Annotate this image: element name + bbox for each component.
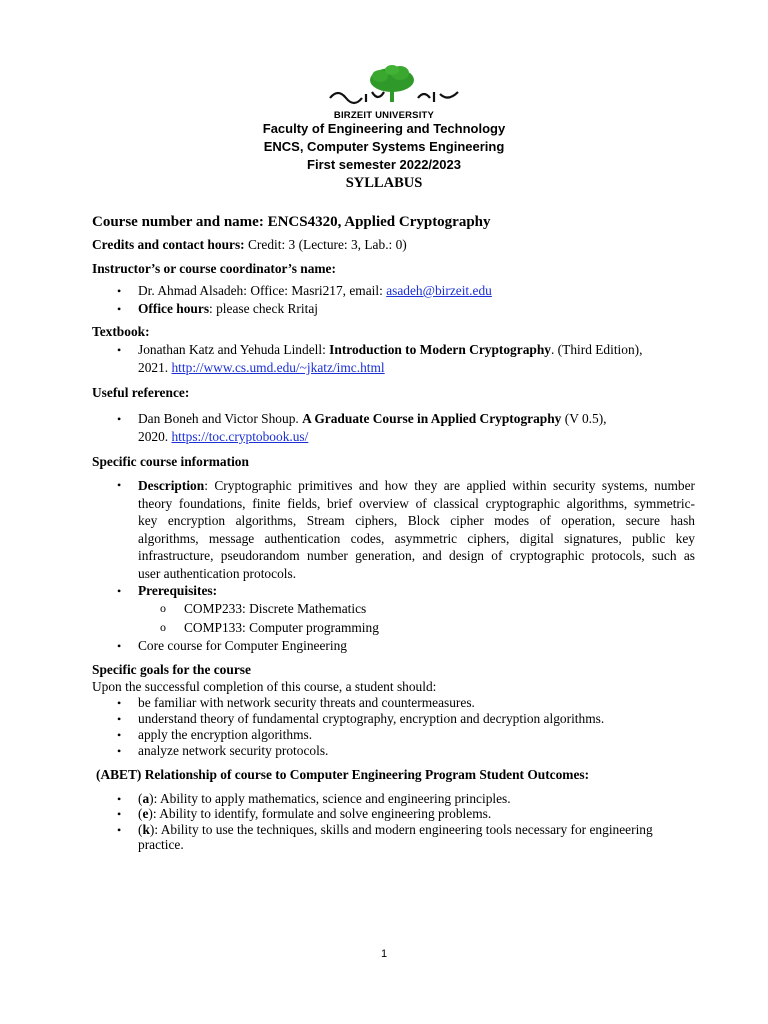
bullet-icon: • — [117, 284, 122, 298]
textbook-line-1 — [138, 342, 642, 358]
page-number: 1 — [380, 948, 388, 960]
abet-outcome — [138, 806, 491, 822]
reference-title: A Graduate Course in Applied Cryptography — [302, 411, 562, 426]
bullet-icon: • — [117, 412, 122, 426]
office-hours-value: : please check Rritaj — [209, 301, 318, 316]
prerequisites-heading: Prerequisites: — [138, 583, 218, 598]
bullet-icon: • — [117, 478, 122, 492]
textbook-title: Introduction to Modern Cryptography — [329, 342, 551, 357]
reference-line-1 — [138, 411, 607, 427]
abet-outcome — [138, 822, 653, 838]
prerequisite-item: COMP233: Discrete Mathematics — [184, 601, 367, 616]
outcome-text: ): Ability to use the techniques, skills and modern engineering tools necessary for engineering — [149, 822, 653, 837]
instructor-email-link[interactable]: asadeh@birzeit.edu — [386, 283, 492, 298]
credits-label: Credits and contact hours: — [92, 237, 245, 252]
abet-heading: (ABET) Relationship of course to Computer Engineering Program Student Outcomes: — [96, 767, 590, 782]
university-name: BIRZEIT UNIVERSITY — [333, 110, 435, 121]
instructor-text: Dr. Ahmad Alsadeh: Office: Masri217, email: — [138, 283, 387, 298]
outcome-text: ): Ability to apply mathematics, science and engineering principles. — [149, 791, 511, 806]
prerequisite-item: COMP133: Computer programming — [184, 620, 379, 635]
bullet-icon: • — [117, 712, 122, 726]
goal-item: be familiar with network security threats and countermeasures. — [138, 695, 475, 710]
reference-authors: Dan Boneh and Victor Shoup. — [138, 411, 303, 426]
reference-version: (V 0.5), — [561, 411, 607, 426]
bullet-icon: • — [117, 584, 122, 598]
reference-line-2 — [138, 429, 308, 445]
office-hours-line — [138, 301, 318, 317]
prerequisites-label — [138, 583, 217, 599]
description-line: algorithms, message authentication codes, asymmetric ciphers, digital signatures, public key — [138, 530, 695, 546]
bullet-icon: • — [117, 696, 122, 710]
circle-bullet-icon: o — [160, 620, 166, 634]
reference-year: 2020. — [138, 429, 172, 444]
textbook-year: 2021. — [138, 360, 172, 375]
outcome-letter: e — [142, 806, 149, 821]
outcome-text: ): Ability to identify, formulate and solve engineering problems. — [148, 806, 492, 821]
faculty-name: Faculty of Engineering and Technology — [262, 121, 506, 136]
goal-item: understand theory of fundamental cryptography, encryption and decryption algorithms. — [138, 711, 605, 726]
outcome-paren: ( — [138, 822, 143, 837]
abet-outcome — [138, 791, 511, 807]
semester: First semester 2022/2023 — [307, 157, 461, 172]
credits-value: Credit: 3 (Lecture: 3, Lab.: 0) — [244, 237, 407, 252]
bullet-icon: • — [117, 728, 122, 742]
bullet-icon: • — [117, 302, 122, 316]
bullet-icon: • — [117, 343, 122, 357]
course-info-heading: Specific course information — [92, 454, 249, 469]
textbook-edition: . (Third Edition), — [550, 342, 643, 357]
bullet-icon: • — [117, 807, 122, 821]
description-line: infrastructure, pseudorandom number generation, and design of cryptographic protocols, such as — [138, 548, 695, 564]
outcome-letter: a — [142, 791, 150, 806]
credits-line — [92, 237, 407, 253]
textbook-authors: Jonathan Katz and Yehuda Lindell: — [138, 342, 330, 357]
textbook-heading: Textbook: — [92, 324, 150, 339]
reference-url-link[interactable]: https://toc.cryptobook.us/ — [171, 429, 309, 444]
goal-item: analyze network security protocols. — [138, 743, 329, 758]
instructor-heading: Instructor’s or course coordinator’s name: — [92, 261, 336, 276]
outcome-paren: ( — [138, 791, 143, 806]
textbook-line-2 — [138, 360, 385, 376]
office-hours-label: Office hours — [138, 301, 210, 316]
textbook-url-link[interactable]: http://www.cs.umd.edu/~jkatz/imc.html — [171, 360, 385, 375]
description-label: Description — [138, 478, 205, 493]
goal-item: apply the encryption algorithms. — [138, 727, 313, 742]
department-name: ENCS, Computer Systems Engineering — [263, 139, 505, 154]
bullet-icon: • — [117, 823, 122, 837]
circle-bullet-icon: o — [160, 601, 166, 615]
outcome-letter: k — [142, 822, 150, 837]
bullet-icon: • — [117, 792, 122, 806]
page-title: SYLLABUS — [345, 175, 423, 191]
goals-heading: Specific goals for the course — [92, 662, 251, 677]
description-line: : Cryptographic primitives and how they are applied within security systems, number — [204, 478, 695, 493]
description-line: key encryption algorithms, Stream ciphers, Block cipher modes of operation, secure hash — [138, 513, 695, 529]
bullet-icon: • — [117, 744, 122, 758]
description-line: theory foundations, finite fields, brief overview of classical cryptographic algorithms, symmetric- — [138, 495, 695, 511]
reference-heading: Useful reference: — [92, 385, 190, 400]
goals-intro: Upon the successful completion of this course, a student should: — [92, 679, 437, 694]
description-line: user authentication protocols. — [138, 565, 297, 581]
bullet-icon: • — [117, 639, 122, 653]
instructor-line — [138, 283, 492, 299]
course-title: Course number and name: ENCS4320, Applied Cryptography — [92, 214, 491, 230]
abet-outcome-continuation: practice. — [138, 837, 184, 852]
outcome-paren: ( — [138, 806, 143, 821]
description-block — [138, 477, 695, 583]
core-course-item: Core course for Computer Engineering — [138, 638, 347, 653]
